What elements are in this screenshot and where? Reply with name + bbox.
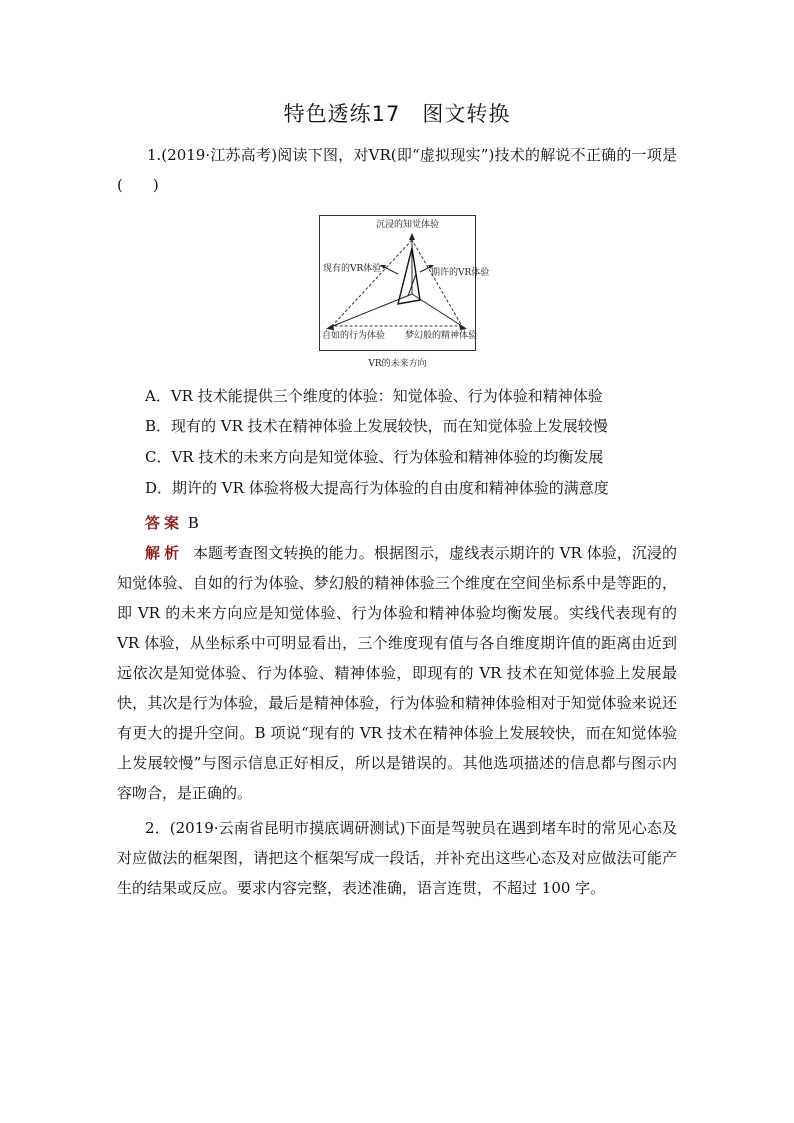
- arrowhead-spirit: [459, 324, 467, 330]
- option-b: B．现有的 VR 技术在精神体验上发展较快，而在知觉体验上发展较慢: [145, 417, 608, 435]
- question-2-stem: 2．(2019·云南省昆明市摸底调研测试)下面是驾驶员在遇到堵车时的常见心态及对应做法的框架图，请把这个框架写成一段话，并补充出这些心态及对应做法可能产生的结果或反应。要求内容完整，表述准确，语言连贯，不超过 100 字。: [117, 819, 677, 897]
- analysis-label: 解析: [145, 544, 184, 562]
- option-d: D．期许的 VR 体验将极大提高行为体验的自由度和精神体验的满意度: [145, 479, 609, 497]
- figure-caption: VR的未来方向: [368, 359, 427, 369]
- arrowhead-knowledge: [409, 233, 415, 240]
- answer-row: [145, 512, 199, 533]
- label-left: 现有的VR体验: [323, 264, 382, 274]
- label-top: 沉浸的知觉体验: [376, 220, 440, 230]
- option-c: C．VR 技术的未来方向是知觉体验、行为体验和精神体验的均衡发展: [145, 448, 604, 466]
- answer-label: 答案: [145, 514, 184, 532]
- label-bottom-left: 自如的行为体验: [322, 331, 386, 341]
- label-right: 期许的VR体验: [431, 268, 490, 278]
- vr-radar-figure: [319, 215, 490, 351]
- page-title: 特色透练17 图文转换: [283, 102, 511, 126]
- analysis-paragraph: [117, 538, 677, 808]
- label-bottom-right: 梦幻般的精神体验: [405, 331, 478, 341]
- option-a: A．VR 技术能提供三个维度的体验：知觉体验、行为体验和精神体验: [145, 387, 603, 405]
- analysis-text: 本题考查图文转换的能力。根据图示，虚线表示期许的 VR 体验，沉浸的知觉体验、自如的行为体验、梦幻般的精神体验三个维度在空间坐标系中是等距的，即 VR 的未来方向应是知觉体验、行为体验和精神体验均衡发展。实线代表现有的 VR 体验，从坐标系中可明显看出，三个维度现有值与各自维度期许值的距离由近到远依次是知觉体验、行为体验、精神体验，即现有的 VR 技术在知觉体验上发展最快，其次是行为体验，最后是精神体验，行为体验和精神体验相对于知觉体验来说还有更大的提升空间。B 项说“现有的 VR 技术在精神体验上发展较快，而在知觉体验上发展较慢”与图示信息正好相反，所以是错误的。其他选项描述的信息都与图示内容吻合，是正确的。: [117, 544, 677, 802]
- answer-value: B: [187, 514, 199, 532]
- question-1-stem: 1.(2019·江苏高考)阅读下图，对VR(即“虚拟现实”)技术的解说不正确的一项是( ): [117, 146, 677, 194]
